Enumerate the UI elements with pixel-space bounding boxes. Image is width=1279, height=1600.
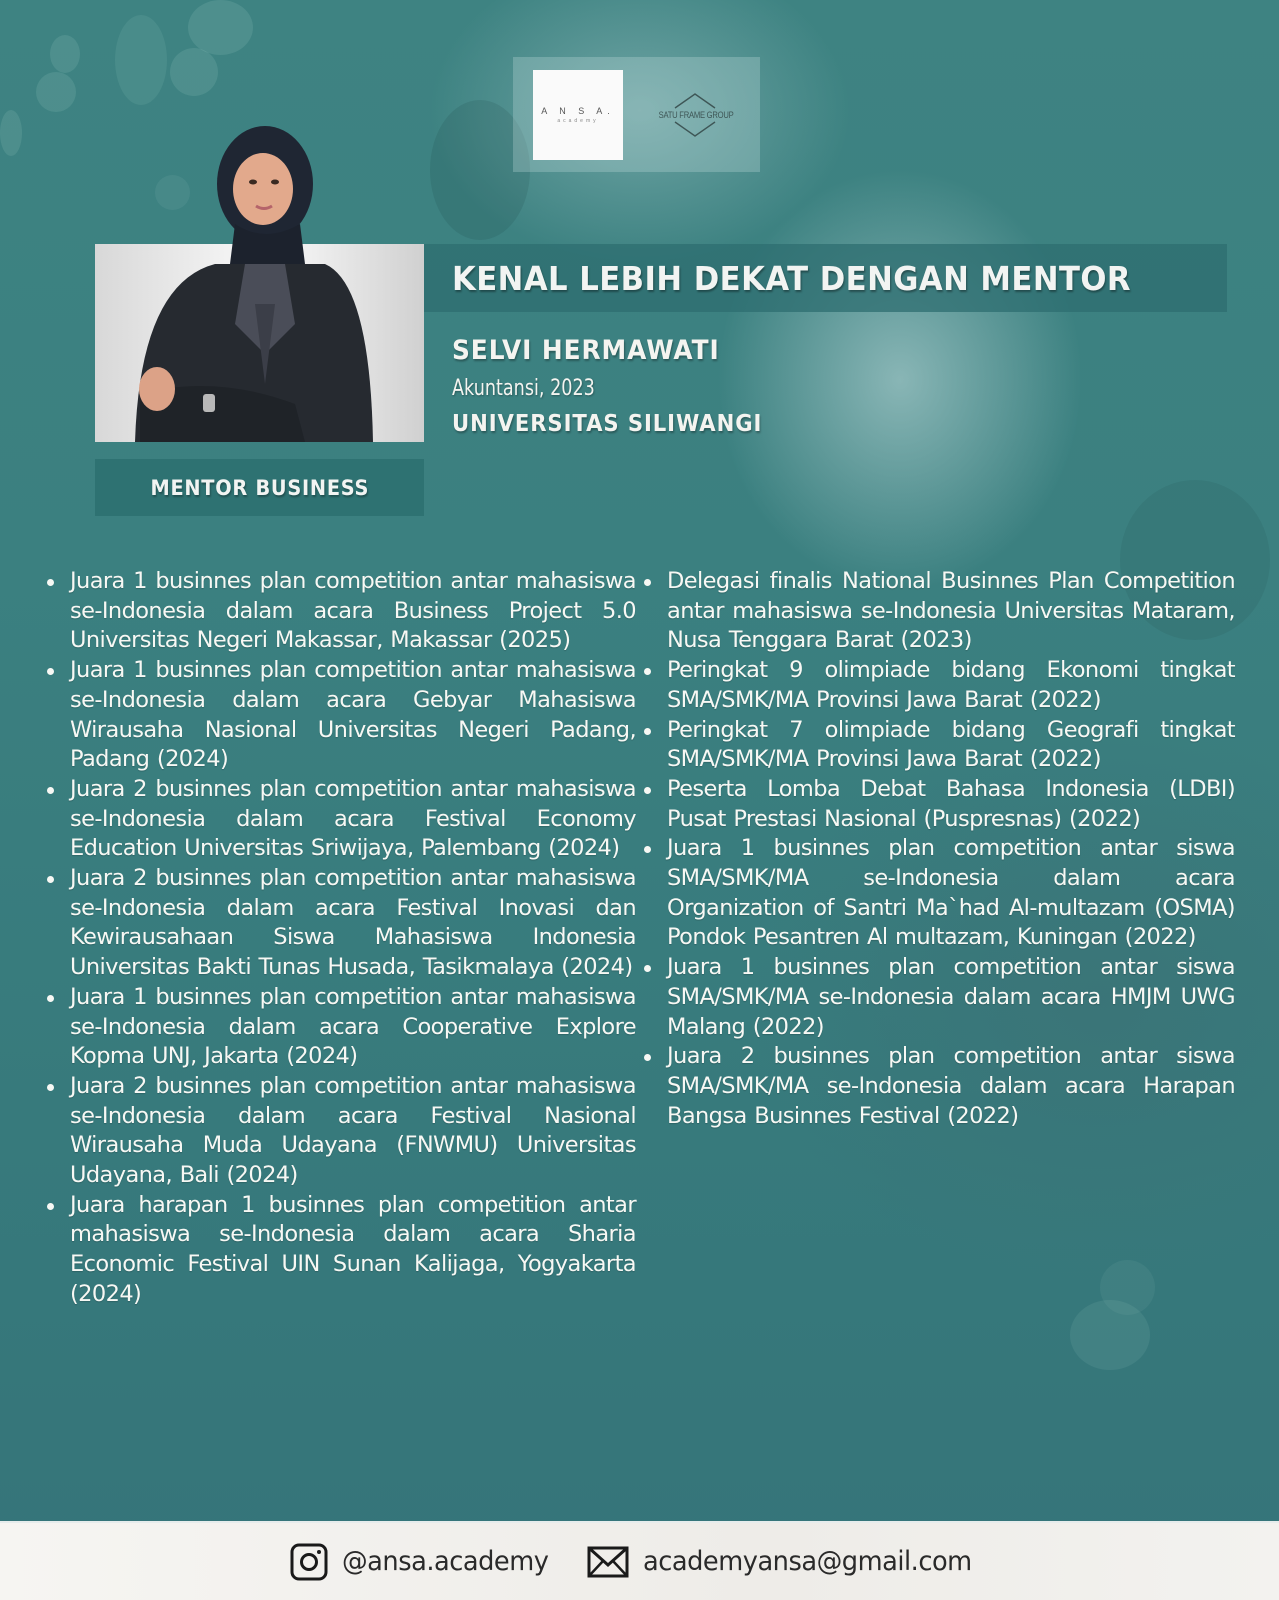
achievement-item: Juara 1 businnes plan competition antar siswa SMA/SMK/MA se-Indonesia dalam acara Organization of Santri Ma`had Al-multazam (OSMA) Pondok Pesantren Al multazam, Kuningan (2022) — [643, 834, 1235, 953]
ansa-logo-text: A N S A. — [541, 106, 615, 116]
bokeh-decoration — [50, 35, 80, 73]
page-title-bar — [424, 244, 1227, 312]
satu-logo-text: SATU FRAME GROUP — [658, 110, 734, 120]
bokeh-decoration — [1100, 1260, 1155, 1315]
achievements-list-right — [643, 567, 1235, 1131]
achievement-item: Juara 2 businnes plan competition antar mahasiswa se-Indonesia dalam acara Festival Inovasi dan Kewirausahaan Siswa Mahasiswa Indonesia Universitas Bakti Tunas Husada, Tasikmalaya (2024) — [46, 864, 636, 983]
contact-footer — [0, 1521, 1279, 1600]
achievements-right-column — [643, 567, 1235, 1131]
mentor-major-year: Akuntansi, 2023 — [452, 376, 595, 401]
email-link[interactable] — [587, 1546, 989, 1578]
instagram-icon — [290, 1543, 328, 1581]
mentor-portrait-icon — [95, 244, 424, 442]
bokeh-decoration — [155, 175, 190, 210]
achievement-item: Juara 1 businnes plan competition antar mahasiswa se-Indonesia dalam acara Gebyar Mahasiswa Wirausaha Nasional Universitas Negeri Padang, Padang (2024) — [46, 656, 636, 775]
achievements-left-column — [46, 567, 636, 1310]
satu-frame-group-logo — [650, 93, 742, 137]
achievement-item: Juara 1 businnes plan competition antar mahasiswa se-Indonesia dalam acara Business Project 5.0 Universitas Negeri Makassar, Makassar (2025) — [46, 567, 636, 656]
achievement-item: Juara 1 businnes plan competition antar siswa SMA/SMK/MA se-Indonesia dalam acara HMJM UWG Malang (2022) — [643, 953, 1235, 1042]
mentor-photo — [95, 244, 424, 442]
achievement-item: Peringkat 7 olimpiade bidang Geografi tingkat SMA/SMK/MA Provinsi Jawa Barat (2022) — [643, 716, 1235, 775]
instagram-handle: @ansa.academy — [341, 1546, 549, 1577]
achievement-item: Delegasi finalis National Businnes Plan Competition antar mahasiswa se-Indonesia Universitas Mataram, Nusa Tenggara Barat (2023) — [643, 567, 1235, 656]
mail-icon — [587, 1546, 629, 1578]
achievement-item: Peserta Lomba Debat Bahasa Indonesia (LDBI) Pusat Prestasi Nasional (Puspresnas) (2022) — [643, 775, 1235, 834]
bokeh-decoration — [0, 110, 22, 156]
achievement-item: Juara 1 businnes plan competition antar mahasiswa se-Indonesia dalam acara Cooperative Explore Kopma UNJ, Jakarta (2024) — [46, 983, 636, 1072]
bokeh-decoration — [115, 15, 167, 105]
achievement-item: Juara harapan 1 businnes plan competition antar mahasiswa se-Indonesia dalam acara Sharia Economic Festival UIN Sunan Kalijaga, Yogyakarta (2024) — [46, 1191, 636, 1310]
ansa-logo-subtext: academy — [557, 118, 599, 124]
email-address: academyansa@gmail.com — [643, 1546, 972, 1577]
achievement-item: Peringkat 9 olimpiade bidang Ekonomi tingkat SMA/SMK/MA Provinsi Jawa Barat (2022) — [643, 656, 1235, 715]
achievement-item: Juara 2 businnes plan competition antar mahasiswa se-Indonesia dalam acara Festival Economy Education Universitas Sriwijaya, Palembang (2024) — [46, 775, 636, 864]
mentor-name: SELVI HERMAWATI — [452, 335, 720, 366]
bokeh-decoration — [36, 72, 76, 112]
bokeh-decoration — [188, 0, 253, 55]
mentor-role-badge — [95, 459, 424, 516]
ansa-academy-logo — [533, 70, 623, 160]
bokeh-decoration — [170, 48, 218, 96]
mentor-role-label: MENTOR BUSINESS — [150, 475, 369, 500]
mentor-university: UNIVERSITAS SILIWANGI — [452, 411, 763, 437]
achievements-list-left — [46, 567, 636, 1310]
achievement-item: Juara 2 businnes plan competition antar mahasiswa se-Indonesia dalam acara Festival Nasional Wirausaha Muda Udayana (FNWMU) Universitas Udayana, Bali (2024) — [46, 1072, 636, 1191]
achievement-item: Juara 2 businnes plan competition antar siswa SMA/SMK/MA se-Indonesia dalam acara Harapan Bangsa Businnes Festival (2022) — [643, 1042, 1235, 1131]
page-title: KENAL LEBIH DEKAT DENGAN MENTOR — [452, 258, 1132, 298]
instagram-link[interactable] — [290, 1543, 559, 1581]
